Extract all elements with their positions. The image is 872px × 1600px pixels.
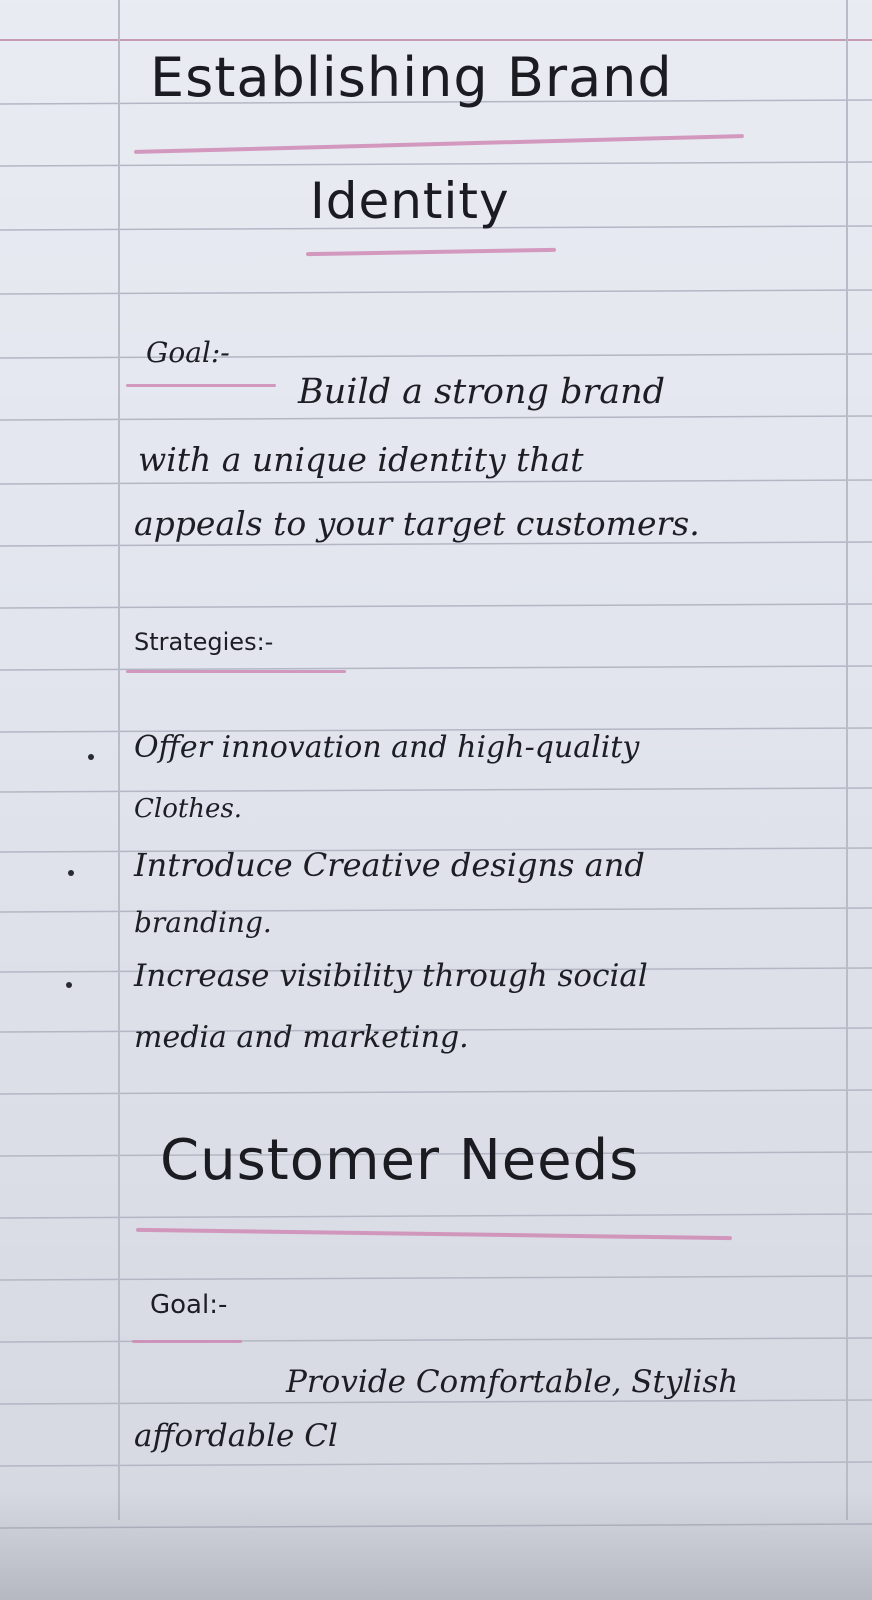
section1-goal-line-1: Build a strong brand: [298, 372, 666, 412]
strategy-1-line2: Clothes.: [134, 794, 243, 824]
page-shadow: [0, 1490, 872, 1600]
strategy-2-line2: branding.: [134, 906, 272, 939]
section2-goal-line-1: Provide Comfortable, Stylish: [286, 1364, 739, 1400]
section1-title-line2: Identity: [310, 172, 510, 230]
section1-goal-line-3: appeals to your target customers.: [134, 504, 700, 543]
section1-strategies-heading: Strategies:-: [134, 628, 274, 656]
section1-title-line1: Establishing Brand: [150, 46, 673, 109]
right-margin-line: [846, 0, 848, 1520]
section2-title: Customer Needs: [160, 1128, 640, 1193]
section2-goal-underline: [132, 1340, 242, 1343]
strategy-1-line1: Offer innovation and high-quality: [134, 730, 640, 765]
strategy-3-line2: media and marketing.: [134, 1020, 469, 1055]
strategy-bullet-1: [88, 754, 94, 760]
strategy-bullet-2: [68, 870, 74, 876]
section1-goal-underline: [126, 384, 276, 387]
strategy-3-line1: Increase visibility through social: [134, 958, 648, 994]
section1-goal-heading: Goal:-: [146, 336, 230, 369]
strategy-bullet-3: [66, 982, 72, 988]
strategy-2-line1: Introduce Creative designs and: [134, 846, 645, 884]
section1-goal-line-2: with a unique identity that: [138, 440, 584, 479]
section2-goal-line-2: affordable Cl: [134, 1418, 338, 1454]
left-margin-line: [118, 0, 120, 1520]
section2-goal-heading: Goal:-: [150, 1290, 228, 1320]
section1-strategies-underline: [126, 670, 346, 673]
